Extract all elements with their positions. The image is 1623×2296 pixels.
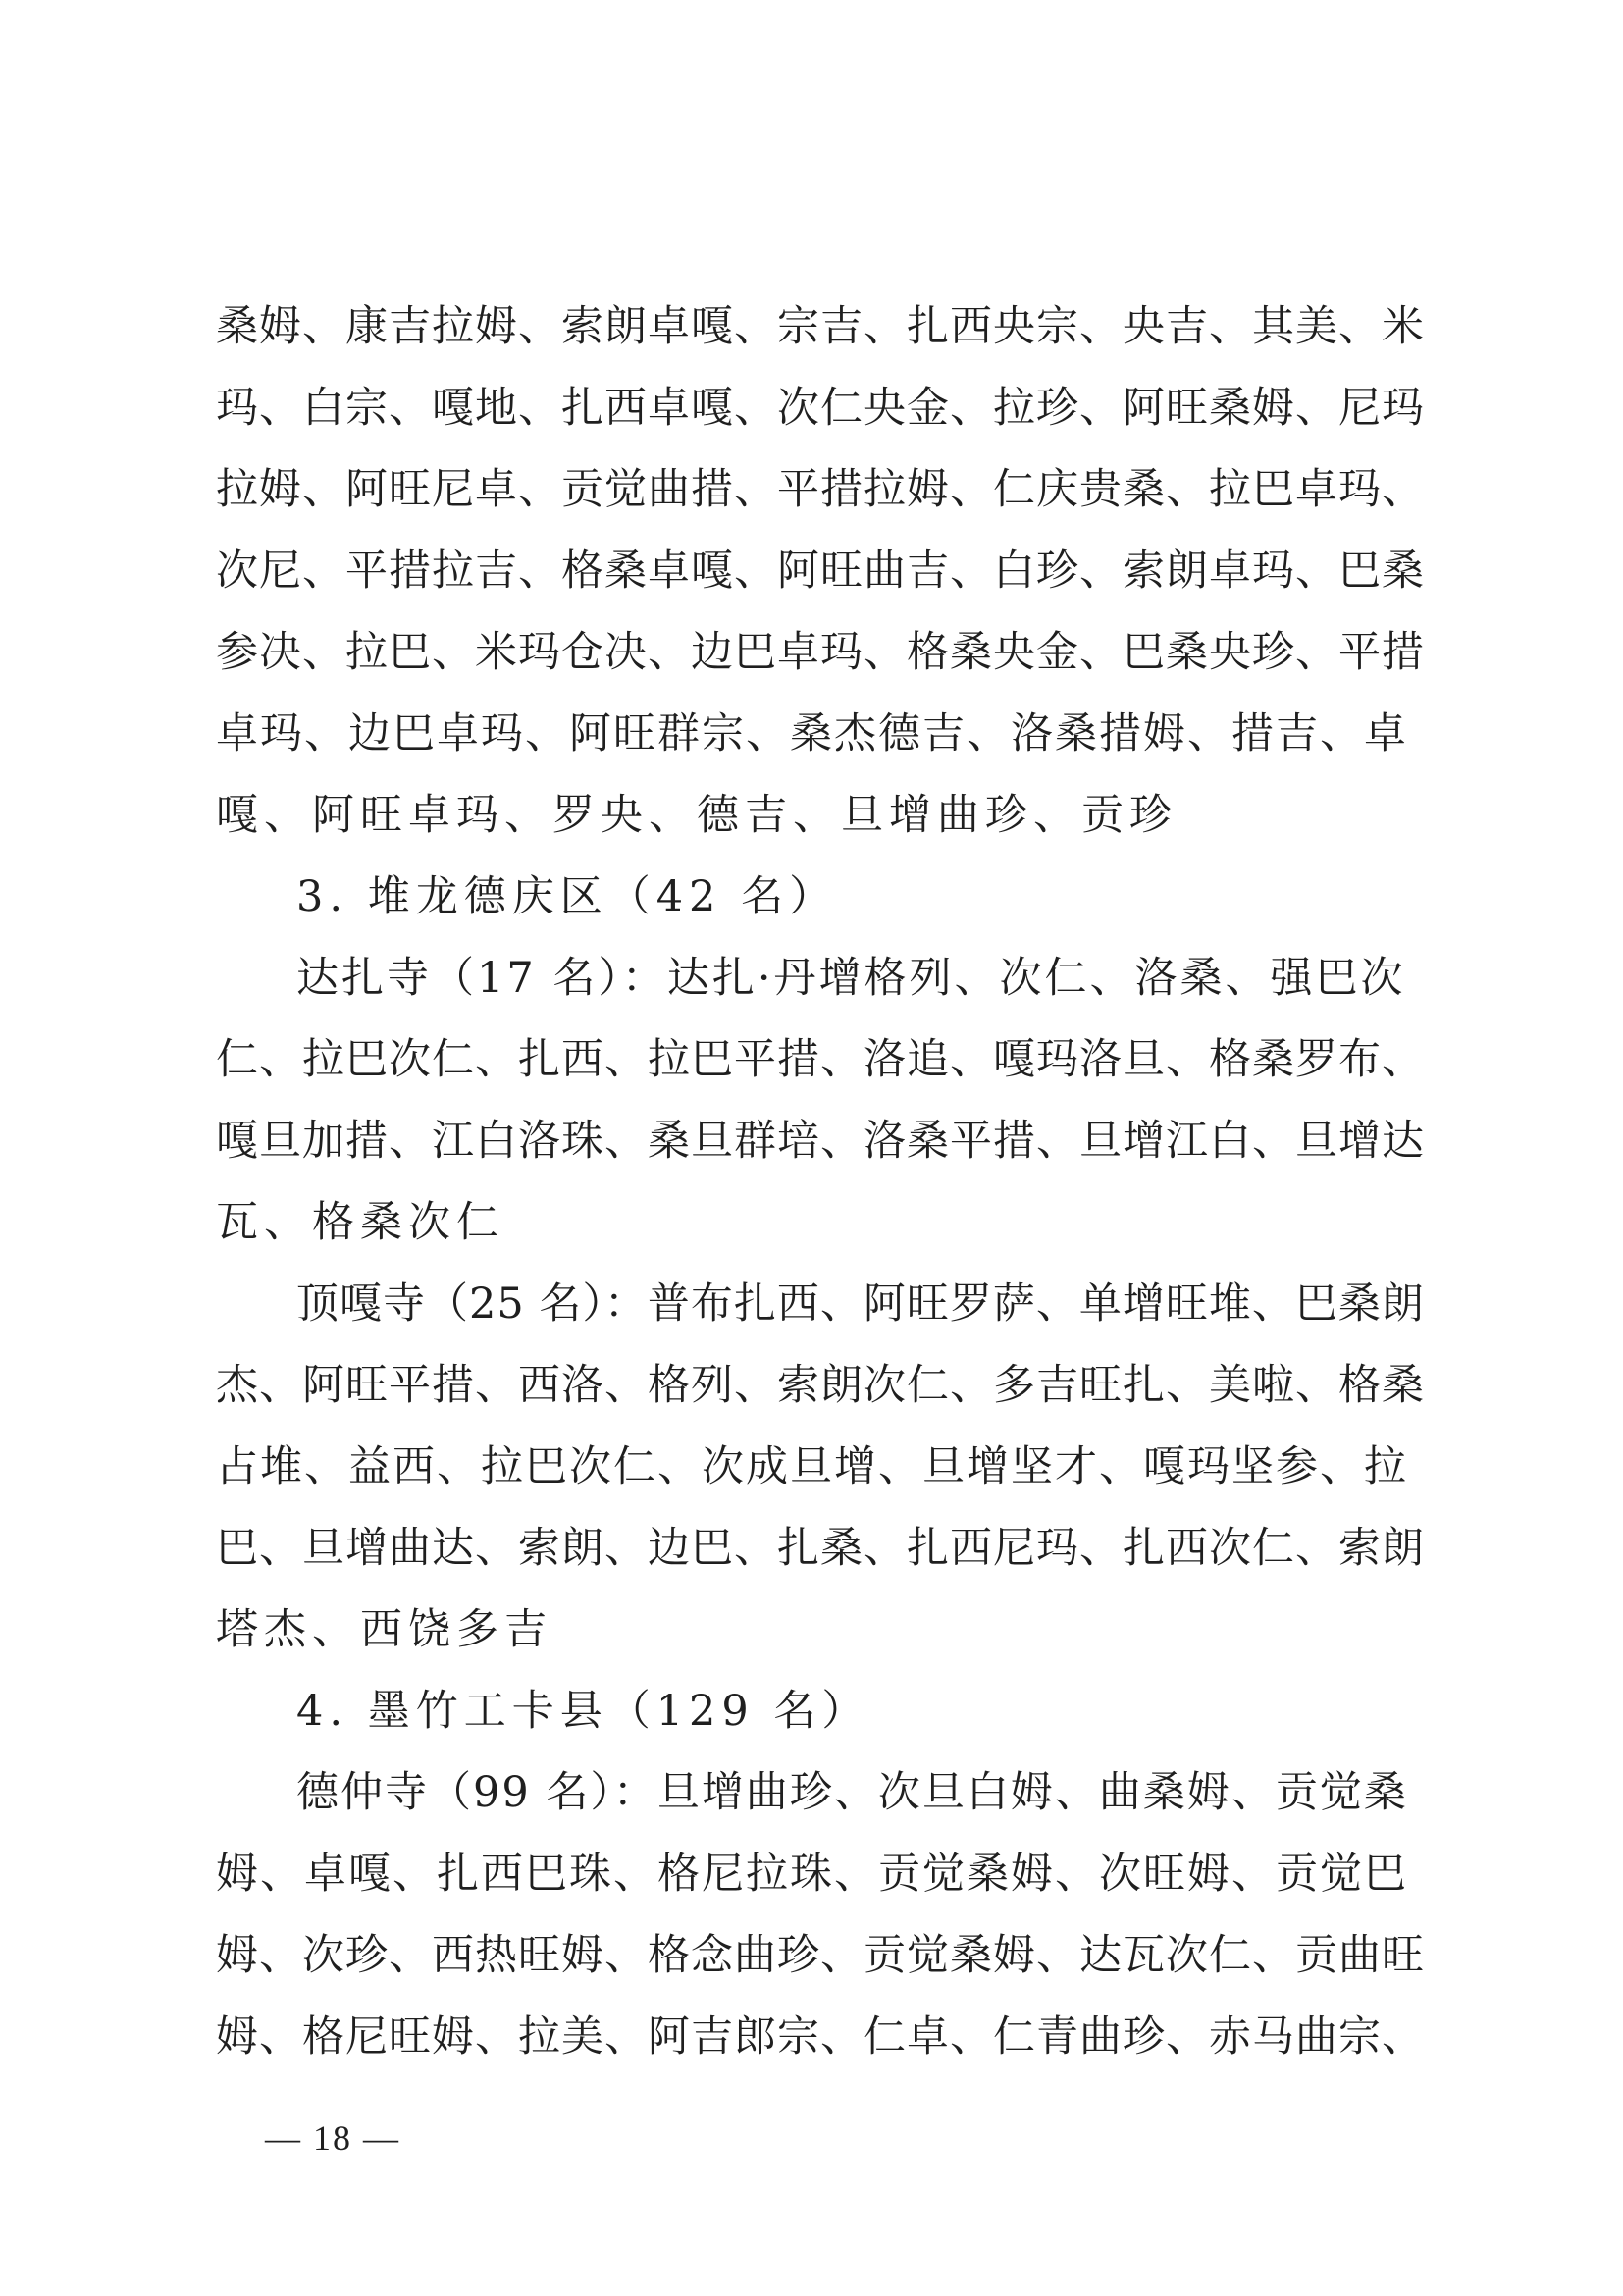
text-line: 顶嘎寺（25 名）：普布扎西、阿旺罗萨、单增旺堆、巴桑朗 — [296, 1279, 1425, 1329]
text-line: 仁、拉巴次仁、扎西、拉巴平措、洛追、嘎玛洛旦、格桑罗布、 — [216, 1035, 1425, 1084]
text-line: 4. 墨竹工卡县（129 名） — [296, 1687, 870, 1736]
text-line: 姆、次珍、西热旺姆、格念曲珍、贡觉桑姆、达瓦次仁、贡曲旺 — [216, 1931, 1425, 1980]
text-line: 参决、拉巴、米玛仓决、边巴卓玛、格桑央金、巴桑央珍、平措 — [216, 628, 1425, 677]
text-line: 塔杰、西饶多吉 — [216, 1605, 552, 1654]
text-line: 玛、白宗、嘎地、扎西卓嘎、次仁央金、拉珍、阿旺桑姆、尼玛 — [216, 384, 1425, 433]
page-number: — 18 — — [265, 2118, 400, 2158]
text-line: 卓玛、边巴卓玛、阿旺群宗、桑杰德吉、洛桑措姆、措吉、卓 — [216, 709, 1408, 758]
text-line: 姆、卓嘎、扎西巴珠、格尼拉珠、贡觉桑姆、次旺姆、贡觉巴 — [216, 1850, 1408, 1899]
text-line: 达扎寺（17 名）：达扎·丹增格列、次仁、洛桑、强巴次 — [296, 954, 1406, 1003]
text-line: 占堆、益西、拉巴次仁、次成旦增、旦增坚才、嘎玛坚参、拉 — [216, 1442, 1408, 1491]
text-line: 嘎旦加措、江白洛珠、桑旦群培、洛桑平措、旦增江白、旦增达 — [216, 1117, 1425, 1166]
text-line: 嘎、阿旺卓玛、罗央、德吉、旦增曲珍、贡珍 — [216, 791, 1178, 840]
text-line: 次尼、平措拉吉、格桑卓嘎、阿旺曲吉、白珍、索朗卓玛、巴桑 — [216, 547, 1425, 596]
text-line: 姆、格尼旺姆、拉美、阿吉郎宗、仁卓、仁青曲珍、赤马曲宗、 — [216, 2012, 1425, 2061]
body-text — [216, 287, 1428, 2078]
text-line: 瓦、格桑次仁 — [216, 1198, 504, 1247]
text-line: 桑姆、康吉拉姆、索朗卓嘎、宗吉、扎西央宗、央吉、其美、米 — [216, 302, 1425, 351]
text-line: 杰、阿旺平措、西洛、格列、索朗次仁、多吉旺扎、美啦、格桑 — [216, 1361, 1425, 1410]
text-line: 巴、旦增曲达、索朗、边巴、扎桑、扎西尼玛、扎西次仁、索朗 — [216, 1524, 1425, 1573]
text-line: 拉姆、阿旺尼卓、贡觉曲措、平措拉姆、仁庆贵桑、拉巴卓玛、 — [216, 465, 1425, 514]
text-line: 3. 堆龙德庆区（42 名） — [296, 872, 838, 921]
text-line: 德仲寺（99 名）：旦增曲珍、次旦白姆、曲桑姆、贡觉桑 — [296, 1768, 1408, 1817]
